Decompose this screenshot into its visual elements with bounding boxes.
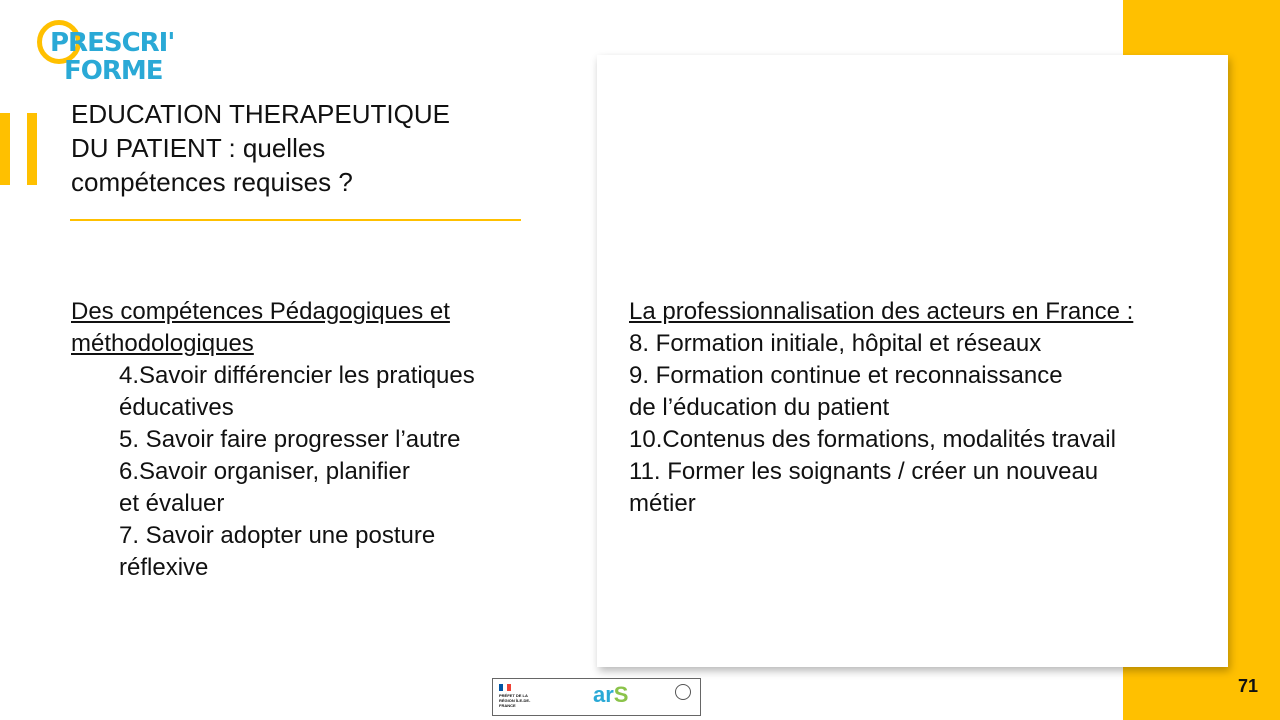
list-item: réflexive bbox=[119, 554, 209, 581]
list-item: 10.Contenus des formations, modalités travail bbox=[629, 426, 1116, 453]
page-number: 71 bbox=[1238, 676, 1259, 696]
logo-text-line1: PRESCRI' bbox=[50, 28, 175, 58]
accent-bar bbox=[0, 113, 10, 185]
list-item: éducatives bbox=[119, 394, 234, 421]
partner-logos bbox=[492, 678, 701, 716]
seal-icon bbox=[675, 684, 691, 700]
accent-bar bbox=[27, 113, 37, 185]
list-item: 5. Savoir faire progresser l’autre bbox=[119, 426, 461, 453]
logo-text-line2: FORME bbox=[64, 56, 163, 86]
prescriforme-logo bbox=[22, 6, 175, 90]
accent-bars bbox=[0, 113, 40, 185]
title-line: compétences requises ? bbox=[71, 167, 353, 197]
list-heading: méthodologiques bbox=[71, 330, 254, 357]
ars-logo bbox=[593, 682, 628, 708]
slide-title bbox=[71, 97, 531, 199]
list-item: métier bbox=[629, 490, 696, 517]
list-item: 7. Savoir adopter une posture bbox=[119, 522, 436, 549]
title-line: EDUCATION THERAPEUTIQUE bbox=[71, 99, 450, 129]
list-heading: La professionnalisation des acteurs en France : bbox=[629, 298, 1134, 325]
list-item: 11. Former les soignants / créer un nouveau bbox=[629, 458, 1099, 485]
professionalization-list bbox=[629, 296, 1199, 520]
french-flag-icon bbox=[499, 684, 511, 691]
list-item: et évaluer bbox=[119, 490, 225, 517]
prefet-logo-text: PRÉFET DE LA RÉGION ÎLE-DE-FRANCE bbox=[499, 693, 531, 708]
list-item: 6.Savoir organiser, planifier bbox=[119, 458, 410, 485]
list-item: 8. Formation initiale, hôpital et réseaux bbox=[629, 330, 1042, 357]
list-item: de l’éducation du patient bbox=[629, 394, 890, 421]
ars-logo-s: S bbox=[613, 682, 629, 707]
list-heading: Des compétences Pédagogiques et bbox=[71, 298, 450, 325]
pedagogical-skills-list bbox=[71, 296, 531, 584]
list-item: 4.Savoir différencier les pratiques bbox=[119, 362, 475, 389]
title-line: DU PATIENT : quelles bbox=[71, 133, 326, 163]
list-item: 9. Formation continue et reconnaissance bbox=[629, 362, 1063, 389]
title-underline bbox=[70, 219, 521, 221]
ars-logo-text: ar bbox=[593, 682, 614, 707]
